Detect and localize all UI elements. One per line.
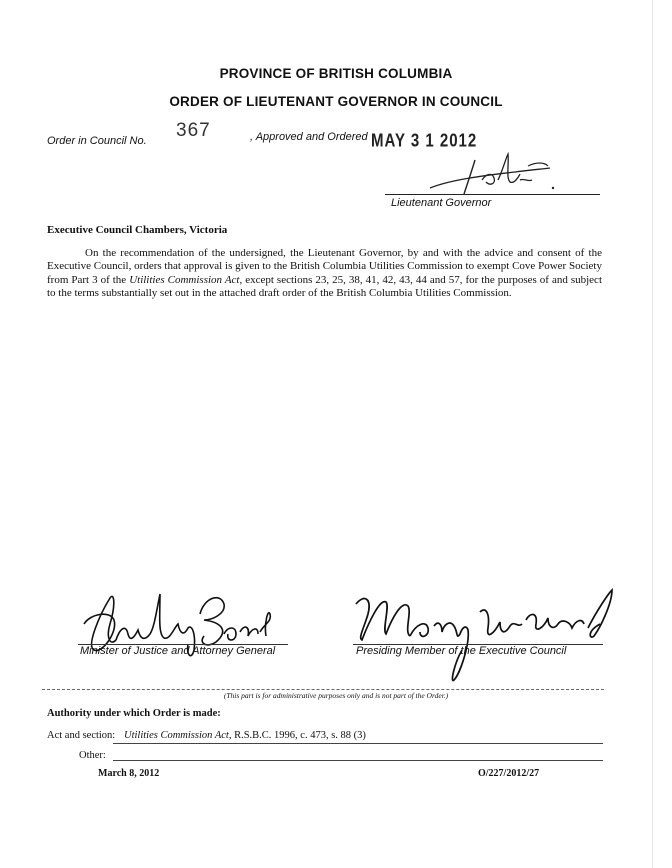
approved-date-stamp: MAY 3 1 2012 [371, 130, 478, 152]
lieutenant-governor-signature [420, 150, 560, 198]
oic-label: Order in Council No. [47, 135, 147, 147]
order-body [47, 247, 602, 300]
other-line [113, 760, 603, 761]
province-heading: PROVINCE OF BRITISH COLUMBIA [219, 66, 453, 81]
footer-date: March 8, 2012 [98, 768, 160, 779]
approved-label: , Approved and Ordered [250, 131, 368, 143]
presiding-member-signature [350, 584, 620, 684]
authority-heading: Authority under which Order is made: [47, 708, 221, 719]
act-citation: , R.S.B.C. 1996, c. 473, s. 88 (3) [228, 730, 366, 741]
act-name: Utilities Commission Act [124, 730, 229, 741]
presiding-label: Presiding Member of the Executive Council [356, 645, 567, 657]
admin-separator [42, 689, 604, 690]
order-title: ORDER OF LIEUTENANT GOVERNOR IN COUNCIL [169, 94, 503, 109]
order-body-part2: , except sections 23, 25, 38, 41, 42, 43, 44 and 57, for the purposes of and subject to the terms substantially set out in the attached draft order of the British Columbia Utilities Commission. [47, 273, 602, 299]
admin-note: (This part is for administrative purposes only and is not part of the Order.) [223, 691, 449, 700]
lieutenant-governor-line [385, 194, 600, 195]
lieutenant-governor-label: Lieutenant Governor [391, 197, 492, 209]
act-section-label: Act and section: [47, 730, 116, 741]
oic-number: 367 [176, 120, 211, 141]
order-body-part1: On the recommendation of the undersigned, the Lieutenant Governor, by and with the advice and consent of the Executive Council, orders that approval is given to the British Columbia Utilities Commission to exempt Cove Power Society from Part 3 of the [47, 247, 602, 286]
footer-reference: O/227/2012/27 [478, 768, 540, 779]
order-body-act-name: Utilities Commission Act [129, 273, 240, 286]
minister-label: Minister of Justice and Attorney General [80, 645, 276, 657]
chambers-heading: Executive Council Chambers, Victoria [47, 224, 228, 236]
act-section-line [113, 743, 603, 744]
other-label: Other: [79, 750, 106, 761]
page-edge [652, 0, 653, 868]
act-section-value [124, 730, 366, 741]
